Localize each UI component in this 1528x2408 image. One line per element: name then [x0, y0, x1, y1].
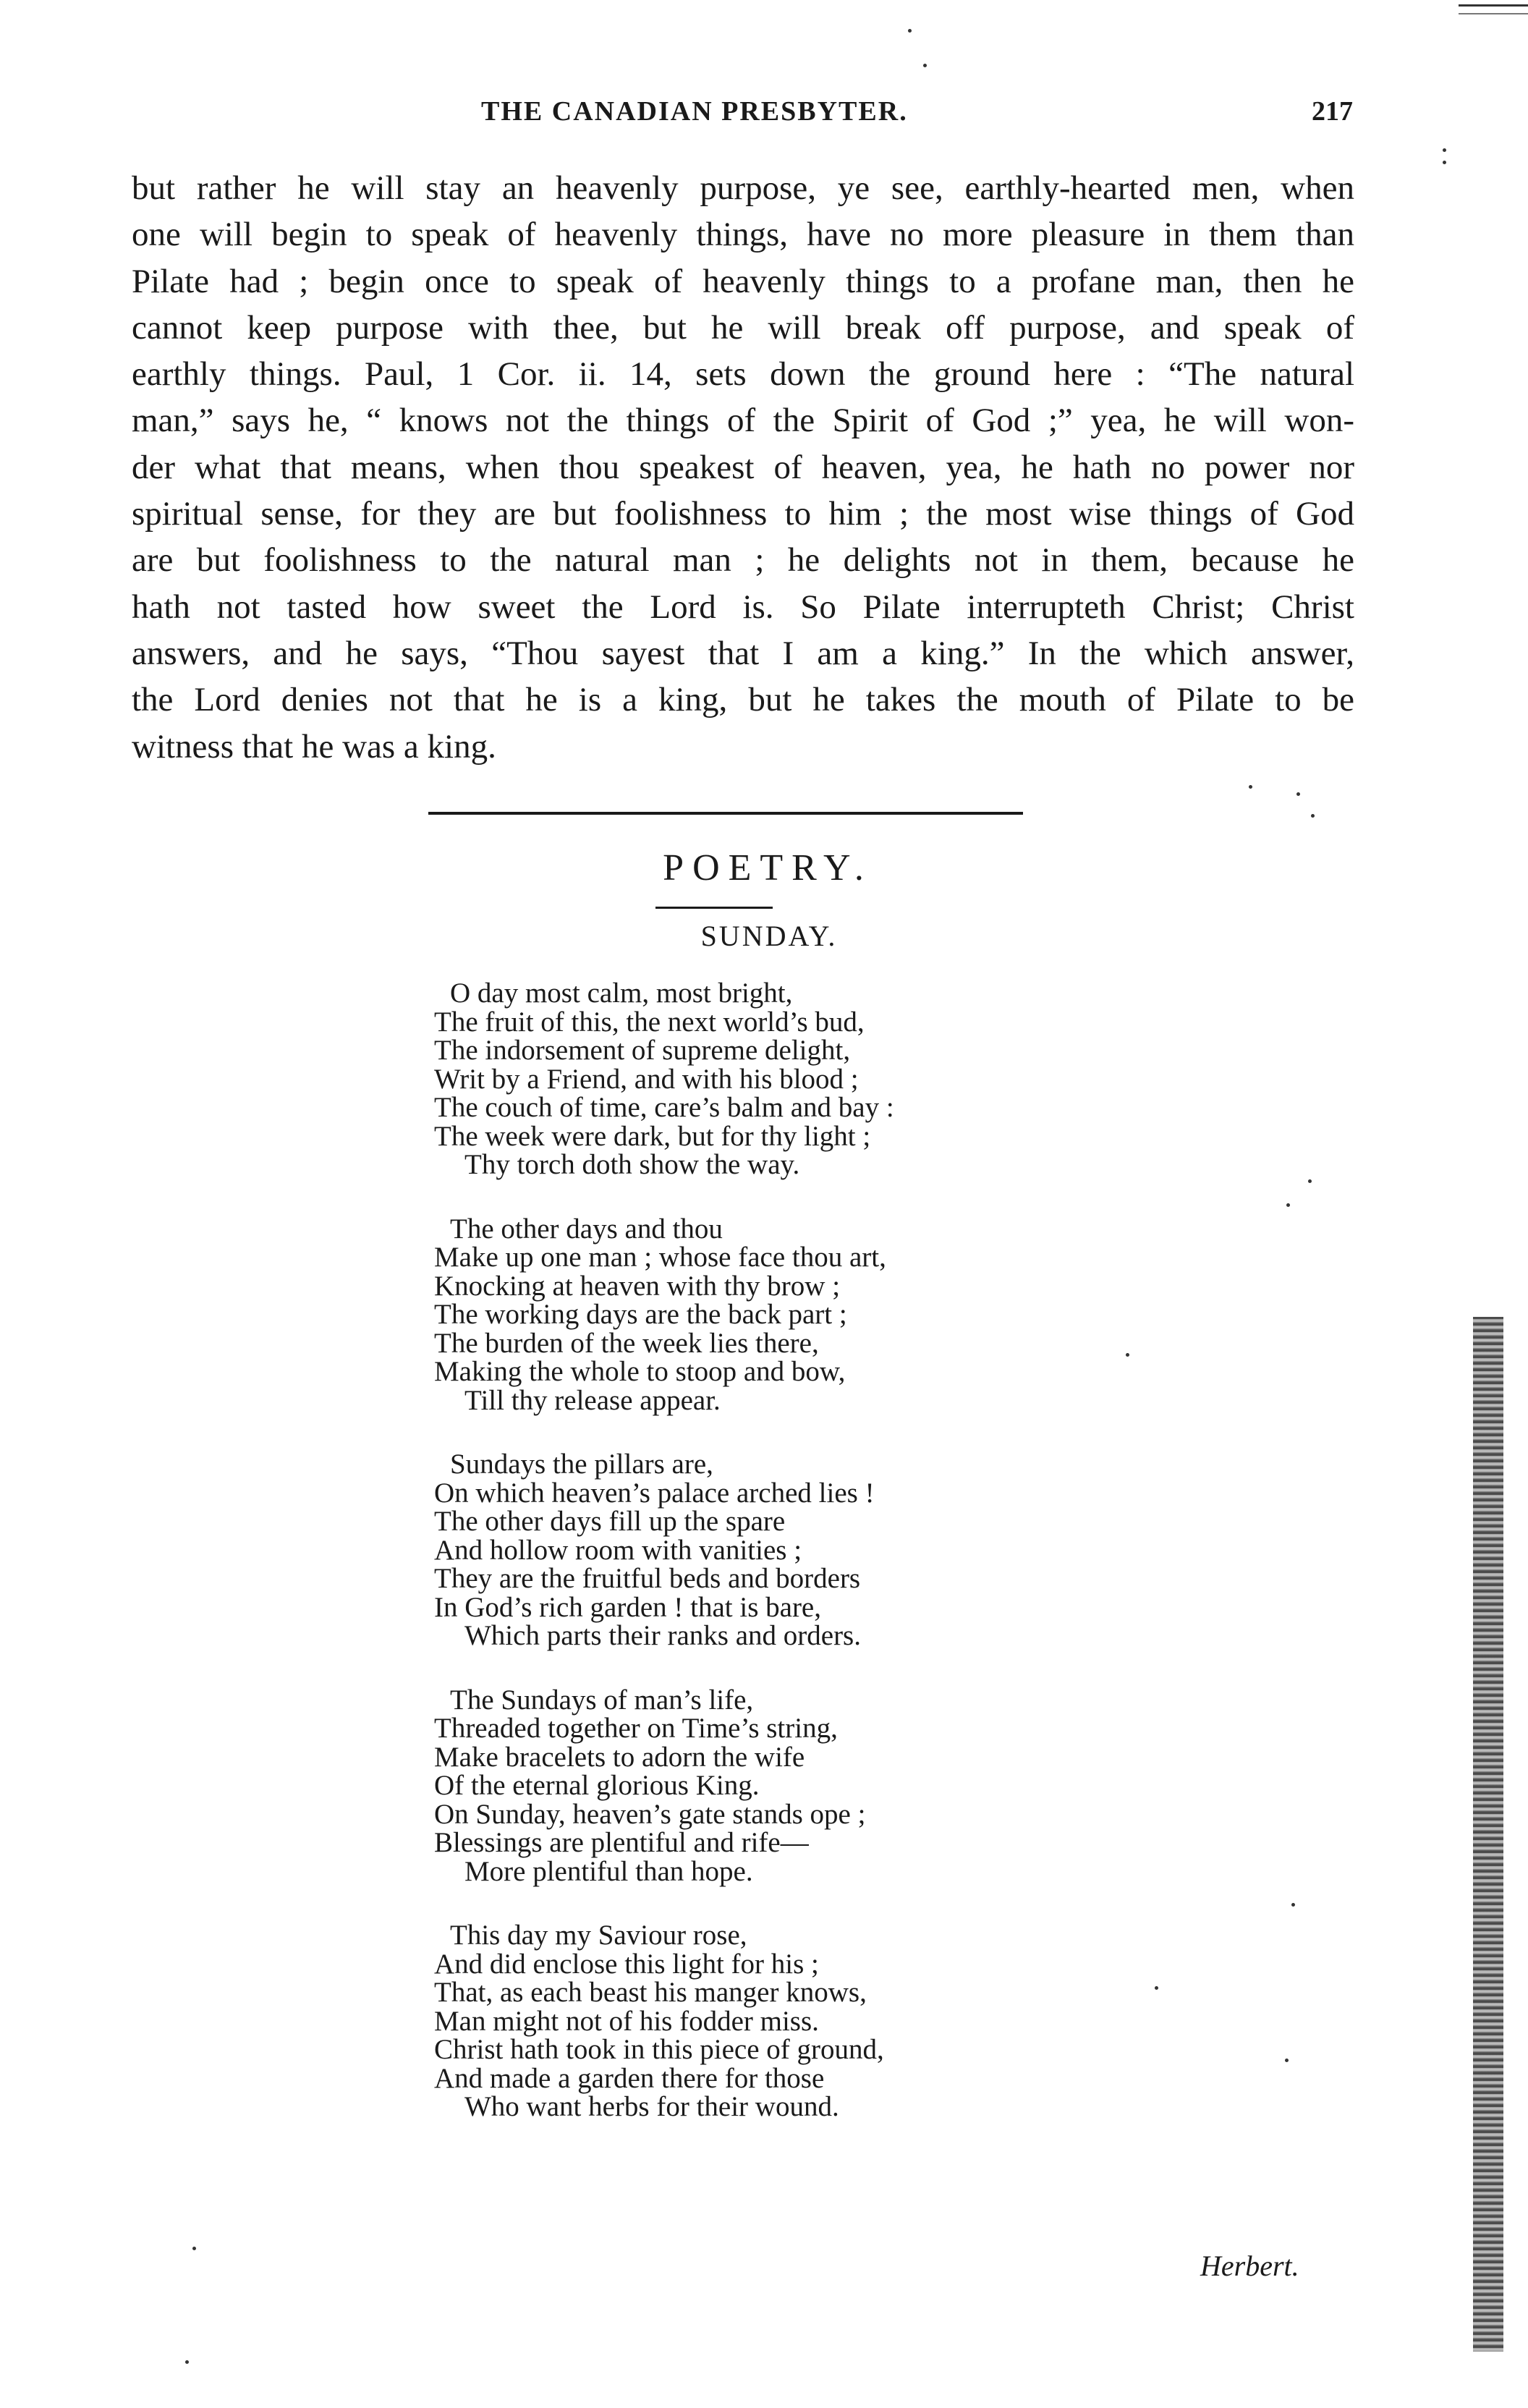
- poem-line: Make bracelets to adorn the wife: [434, 1741, 805, 1773]
- prose-line: witness that he was a king.: [132, 727, 496, 766]
- scan-speck: [1285, 2059, 1289, 2062]
- poem-line: And hollow room with vanities ;: [434, 1534, 802, 1566]
- prose-paragraph: [132, 165, 1354, 770]
- prose-line: but rather he will stay an heavenly purpose, ye see, earthly-hearted men, when: [132, 169, 1354, 207]
- heading-underline: [655, 907, 773, 909]
- poem-line: Man might not of his fodder miss.: [434, 2005, 819, 2037]
- poem-body: [434, 979, 1085, 2157]
- poem-title: SUNDAY.: [700, 920, 838, 952]
- poem-line: And did enclose this light for his ;: [434, 1948, 819, 1980]
- prose-line: man,” says he, “ knows not the things of the Spirit of God ;” yea, he will won-: [132, 402, 1354, 440]
- poem-line: Which parts their ranks and orders.: [464, 1620, 861, 1651]
- section-heading: POETRY.: [663, 847, 873, 889]
- scan-edge-mark: [1459, 4, 1528, 7]
- poem-line: Threaded together on Time’s string,: [434, 1713, 838, 1744]
- poem-line: Sundays the pillars are,: [450, 1449, 713, 1480]
- poem-line: Thy torch doth show the way.: [464, 1149, 800, 1180]
- poem-line: The other days fill up the spare: [434, 1506, 786, 1537]
- section-divider: [428, 812, 1023, 815]
- poem-line: Making the whole to stoop and bow,: [434, 1356, 846, 1387]
- poem-line: This day my Saviour rose,: [450, 1920, 747, 1951]
- poem-line: On Sunday, heaven’s gate stands ope ;: [434, 1798, 866, 1830]
- poem-line: On which heaven’s palace arched lies !: [434, 1477, 875, 1509]
- poem-stanza: [434, 979, 1085, 1179]
- poem-stanza: [434, 1450, 1085, 1650]
- prose-line: the Lord denies not that he is a king, but he takes the mouth of Pilate to be: [132, 681, 1354, 719]
- poem-line: In God’s rich garden ! that is bare,: [434, 1591, 821, 1623]
- page-number: 217: [1312, 96, 1353, 127]
- scan-speck: [1443, 161, 1446, 164]
- running-header: [123, 85, 1353, 129]
- poem-line: And made a garden there for those: [434, 2062, 825, 2094]
- scan-speck: [1155, 1986, 1158, 1990]
- poem-line: The other days and thou: [450, 1213, 723, 1245]
- prose-line: der what that means, when thou speakest of heaven, yea, he hath no power nor: [132, 448, 1354, 486]
- poem-line: Writ by a Friend, and with his blood ;: [434, 1063, 859, 1095]
- scan-edge-mark: [1459, 13, 1528, 14]
- scan-speck: [1126, 1353, 1129, 1357]
- scan-speck: [1308, 1179, 1312, 1183]
- poem-author: Herbert.: [1200, 2250, 1299, 2282]
- scan-speck: [1443, 148, 1446, 152]
- scan-speck: [185, 2360, 189, 2364]
- prose-line: spiritual sense, for they are but foolishness to him ; the most wise things of God: [132, 495, 1354, 533]
- poem-line: O day most calm, most bright,: [450, 978, 793, 1009]
- poem-line: The fruit of this, the next world’s bud,: [434, 1006, 865, 1038]
- poem-stanza: [434, 1686, 1085, 1886]
- poem-line: Knocking at heaven with thy brow ;: [434, 1270, 841, 1302]
- scan-speck: [1296, 792, 1300, 796]
- scan-speck: [908, 29, 912, 33]
- poem-line: The couch of time, care’s balm and bay :: [434, 1092, 894, 1123]
- poem-line: The Sundays of man’s life,: [450, 1684, 754, 1716]
- poem-line: The burden of the week lies there,: [434, 1327, 819, 1359]
- poem-line: Christ hath took in this piece of ground,: [434, 2034, 884, 2065]
- running-title: THE CANADIAN PRESBYTER.: [481, 96, 908, 127]
- prose-line: earthly things. Paul, 1 Cor. ii. 14, sets down the ground here : “The natural: [132, 355, 1354, 394]
- scan-speck: [1311, 814, 1315, 818]
- prose-line: answers, and he says, “Thou sayest that I am a king.” In the which answer,: [132, 634, 1354, 672]
- poem-line: Blessings are plentiful and rife—: [434, 1827, 809, 1858]
- poem-stanza: [434, 1215, 1085, 1415]
- poem-line: They are the fruitful beds and borders: [434, 1563, 861, 1594]
- scan-speck: [923, 64, 927, 67]
- poem-line: The working days are the back part ;: [434, 1299, 847, 1330]
- poem-line: Make up one man ; whose face thou art,: [434, 1242, 886, 1273]
- prose-line: Pilate had ; begin once to speak of heavenly things to a profane man, then he: [132, 262, 1354, 300]
- scanned-page-edge: [1473, 1317, 1503, 2352]
- prose-line: hath not tasted how sweet the Lord is. So Pilate interrupteth Christ; Christ: [132, 588, 1354, 626]
- poem-line: The indorsement of supreme delight,: [434, 1035, 851, 1066]
- scan-speck: [1249, 785, 1252, 789]
- prose-line: one will begin to speak of heavenly things, have no more pleasure in them than: [132, 216, 1354, 254]
- poem-line: Who want herbs for their wound.: [464, 2091, 839, 2122]
- poem-line: The week were dark, but for thy light ;: [434, 1120, 871, 1152]
- poem-line: Of the eternal glorious King.: [434, 1770, 760, 1801]
- prose-line: cannot keep purpose with thee, but he will break off purpose, and speak of: [132, 308, 1354, 347]
- scan-speck: [1291, 1903, 1295, 1907]
- poem-line: More plentiful than hope.: [464, 1855, 753, 1887]
- scan-speck: [192, 2247, 196, 2250]
- poem-stanza: [434, 1921, 1085, 2121]
- poem-line: Till thy release appear.: [464, 1384, 721, 1416]
- prose-line: are but foolishness to the natural man ; he delights not in them, because he: [132, 541, 1354, 580]
- scan-speck: [1286, 1203, 1290, 1207]
- poem-line: That, as each beast his manger knows,: [434, 1977, 867, 2008]
